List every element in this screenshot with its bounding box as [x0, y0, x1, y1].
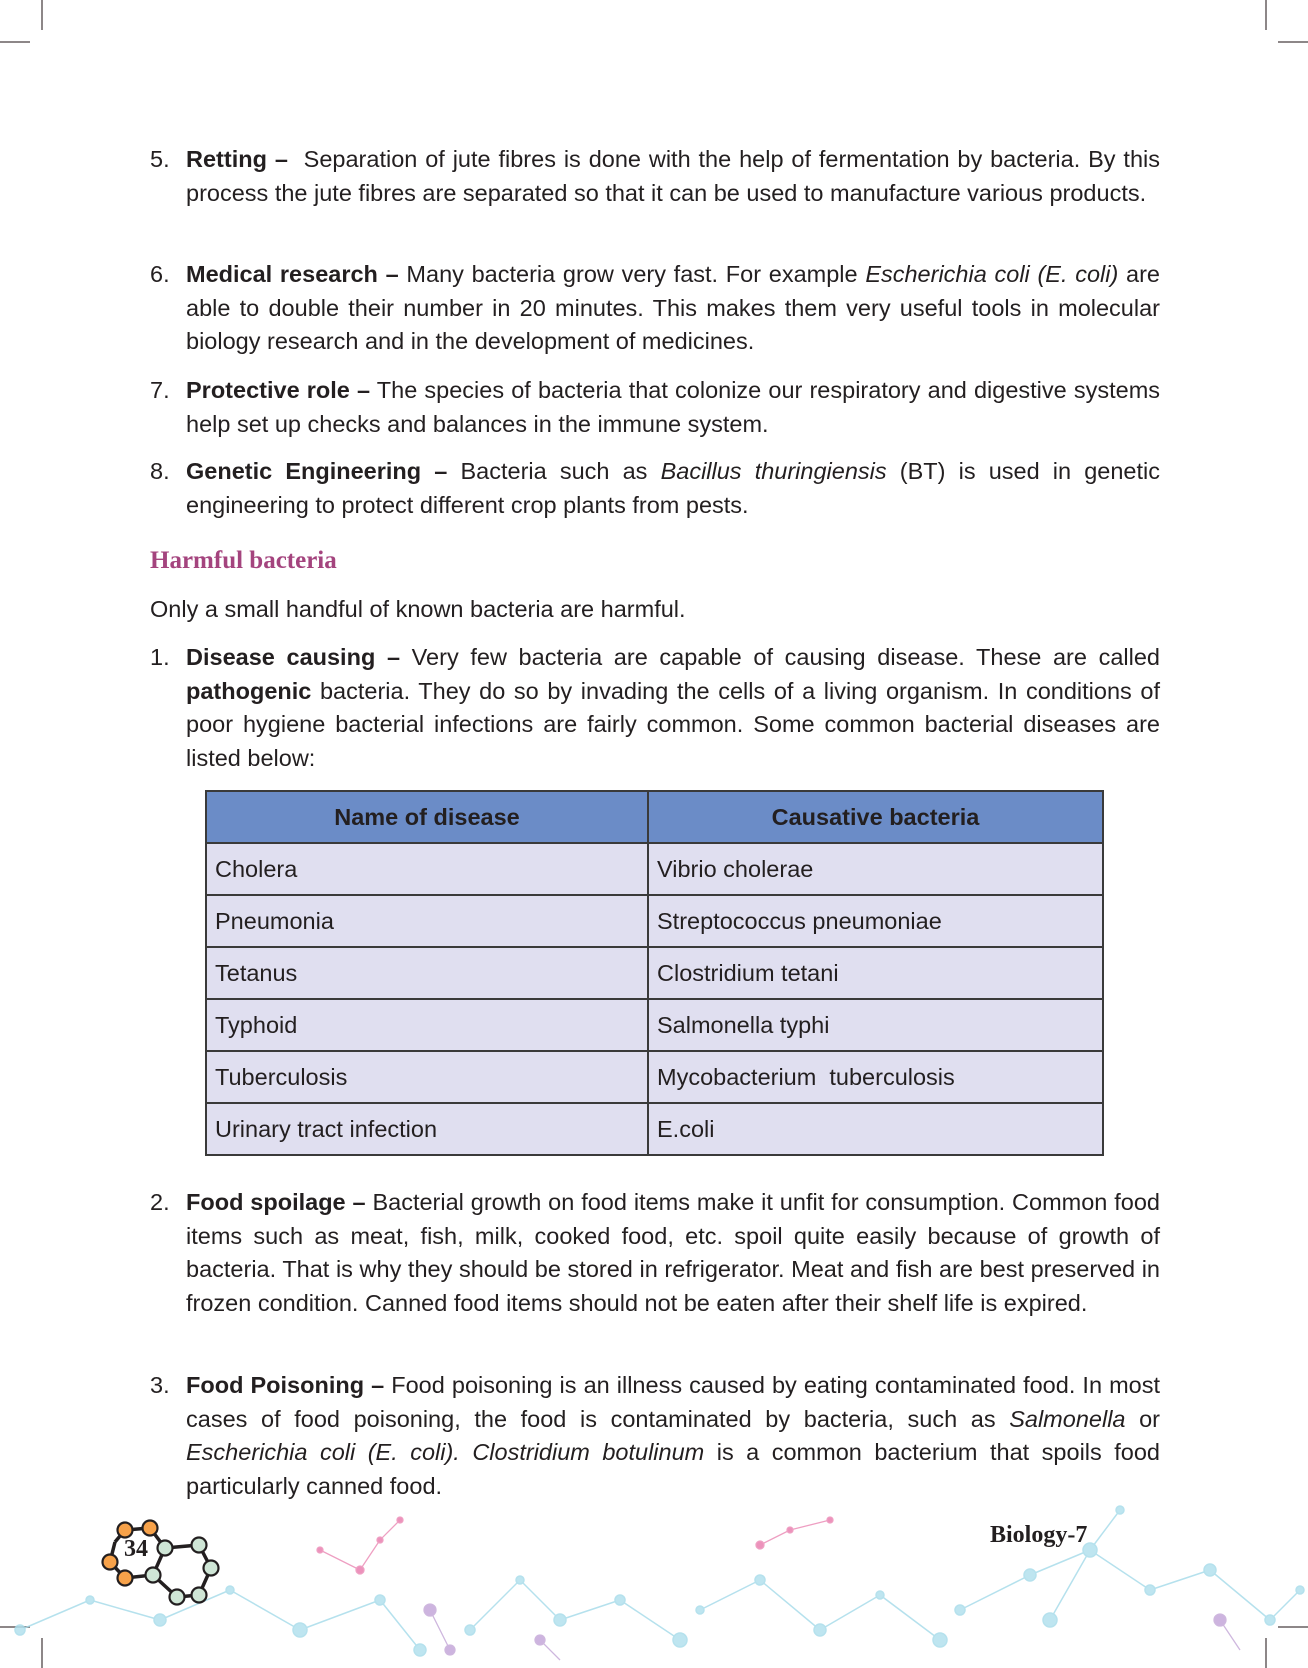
item-text: Very few bacteria are capable of causing disease. These are called	[411, 644, 1161, 670]
item-title: Disease causing –	[186, 644, 401, 670]
crop-mark-top-left-v	[41, 0, 43, 30]
page-number: 34	[124, 1536, 148, 1562]
item-title: Medical research –	[186, 261, 399, 287]
bacteria-cell: E.coli	[648, 1103, 1103, 1155]
item-text: (BT) is used in genetic engineering to protect different crop plants from pests.	[186, 458, 1161, 518]
crop-mark-top-left-h	[0, 41, 30, 43]
item-title: Retting –	[186, 146, 288, 172]
item-title: Food spoilage –	[186, 1189, 366, 1215]
list-item-medical-research	[150, 258, 1160, 359]
table-row	[206, 895, 1103, 947]
disease-cell: Tetanus	[206, 947, 648, 999]
book-title: Biology-7	[990, 1522, 1088, 1548]
list-item-protective-role	[150, 374, 1160, 441]
item-italic: Escherichia coli (E. coli). Clostridium botulinum	[186, 1439, 705, 1466]
section-heading: Harmful bacteria	[150, 547, 337, 574]
bacteria-cell: Mycobacterium tuberculosis	[648, 1051, 1103, 1103]
item-text: Bacterial growth on food items make it unfit for consumption. Common food items such as meat, fish, milk, cooked food, etc. spoil quite easily because of growth of bacteria. That is why they should be stored in refrigerator. Meat and fish are best preserved in frozen condition. Canned food items should not be eaten after their shelf life is expired.	[186, 1189, 1160, 1316]
item-italic: Salmonella	[1009, 1405, 1126, 1432]
disease-cell: Cholera	[206, 843, 648, 895]
list-item-retting	[150, 143, 1160, 210]
table-row	[206, 1051, 1103, 1103]
crop-mark-top-right-h	[1278, 41, 1308, 43]
item-italic: Bacillus thuringiensis	[660, 458, 887, 484]
item-text: is a common bacterium that spoils food particularly canned food.	[186, 1439, 1160, 1499]
table-header-row	[206, 791, 1103, 843]
list-number: 5.	[150, 146, 170, 172]
table-row	[206, 1103, 1103, 1155]
item-text: Food poisoning is an illness caused by eating contaminated food. In most cases of food poisoning, the food is contaminated by bacteria, such as	[186, 1372, 1160, 1432]
list-item-disease-causing	[150, 641, 1160, 775]
item-text: The species of bacteria that colonize our respiratory and digestive systems help set up checks and balances in the immune system.	[186, 377, 1161, 437]
disease-cell: Urinary tract infection	[206, 1103, 648, 1155]
list-item-food-poisoning	[150, 1369, 1160, 1503]
item-title: Genetic Engineering –	[186, 458, 448, 484]
bacteria-cell: Vibrio cholerae	[648, 843, 1103, 895]
item-text: or	[1125, 1405, 1161, 1432]
item-title: Food Poisoning –	[186, 1372, 385, 1398]
item-text: are able to double their number in 20 minutes. This makes them very useful tools in molecular biology research and in the development of medicines.	[186, 261, 1160, 355]
table-row	[206, 947, 1103, 999]
list-number: 7.	[150, 377, 170, 403]
item-bold: pathogenic	[186, 677, 312, 704]
item-italic: Escherichia coli (E. coli)	[865, 261, 1119, 287]
column-header-bacteria: Causative bacteria	[648, 791, 1103, 843]
list-number: 6.	[150, 261, 170, 287]
item-title: Protective role –	[186, 377, 371, 403]
list-number: 8.	[150, 458, 170, 484]
disease-cell: Pneumonia	[206, 895, 648, 947]
section-intro: Only a small handful of known bacteria are harmful.	[150, 596, 686, 622]
item-text: Bacteria such as	[460, 458, 661, 484]
item-text: Many bacteria grow very fast. For example	[406, 261, 866, 287]
disease-cell: Typhoid	[206, 999, 648, 1051]
disease-table	[205, 790, 1104, 1156]
disease-cell: Tuberculosis	[206, 1051, 648, 1103]
crop-mark-top-right-v	[1265, 0, 1267, 30]
item-text: Separation of jute fibres is done with the help of fermentation by bacteria. By this process the jute fibres are separated so that it can be used to manufacture various products.	[186, 146, 1161, 206]
list-number: 2.	[150, 1189, 170, 1215]
bacteria-cell: Streptococcus pneumoniae	[648, 895, 1103, 947]
list-number: 3.	[150, 1372, 170, 1398]
list-item-food-spoilage	[150, 1186, 1160, 1320]
table-row	[206, 999, 1103, 1051]
item-text: bacteria. They do so by invading the cells of a living organism. In conditions of poor hygiene bacterial infections are fairly common. Some common bacterial diseases are listed below:	[186, 677, 1160, 771]
bacteria-cell: Salmonella typhi	[648, 999, 1103, 1051]
table-row	[206, 843, 1103, 895]
list-item-genetic-engineering	[150, 455, 1160, 522]
column-header-disease: Name of disease	[206, 791, 648, 843]
list-number: 1.	[150, 644, 170, 670]
hexagon-page-badge-icon	[95, 1510, 235, 1610]
bacteria-cell: Clostridium tetani	[648, 947, 1103, 999]
